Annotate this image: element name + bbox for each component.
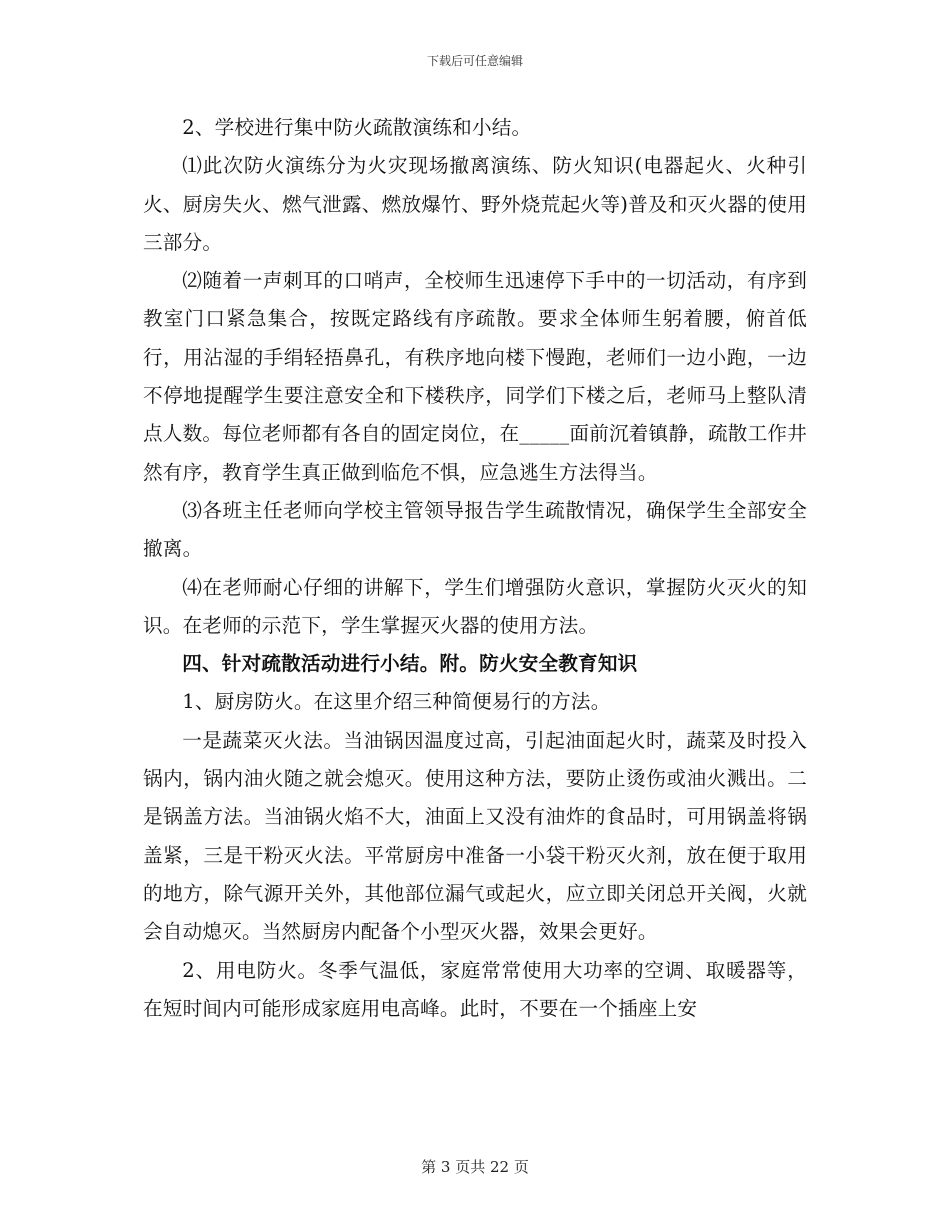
page-header: 下载后可任意编辑 [426,54,523,68]
paragraph-evacuation: ⑵随着一声刺耳的口哨声，全校师生迅速停下手中的一切活动，有序到教室门口紧急集合，按既定路线有序疏散。要求全体师生躬着腰，俯首低行，用沾湿的手绢轻捂鼻孔，有秩序地向楼下慢跑，老师们一边小跑，一边不停地提醒学生要注意安全和下楼秩序，同学们下楼之后，老师马上整队清点人数。每位老师都有各自的固定岗位，在_____面前沉着镇静，疏散工作井然有序，教育学生真正做到临危不惧，应急逃生方法得当。 [143,269,807,484]
paragraph-kitchen-methods: 一是蔬菜灭火法。当油锅因温度过高，引起油面起火时，蔬菜及时投入锅内，锅内油火随之就会熄灭。使用这种方法，要防止烫伤或油火溅出。二是锅盖方法。当油锅火焰不大，油面上又没有油炸的食品时，可用锅盖将锅盖紧，三是干粉灭火法。平常厨房中准备一小袋干粉灭火剂，放在便于取用的地方，除气源开关外，其他部位漏气或起火，应立即关闭总开关阀，火就会自动熄灭。当然厨房内配备个小型灭火器，效果会更好。 [143,728,807,944]
page-number: 第 3 页共 22 页 [421,1158,529,1176]
section-heading: 四、针对疏散活动进行小结。附。防火安全教育知识 [182,652,638,676]
paragraph-report: ⑶各班主任老师向学校主管领导报告学生疏散情况，确保学生全部安全撤离。 [143,498,807,561]
paragraph-drill-parts: ⑴此次防火演练分为火灾现场撤离演练、防火知识(电器起火、火种引火、厨房失火、燃气泄露、燃放爆竹、野外烧荒起火等)普及和灭火器的使用三部分。 [143,154,807,254]
paragraph-extinguisher: ⑷在老师耐心仔细的讲解下，学生们增强防火意识，掌握防火灭火的知识。在老师的示范下，学生掌握灭火器的使用方法。 [143,575,807,637]
document-body [143,109,807,1028]
paragraph-electrical-fire: 2、用电防火。冬季气温低，家庭常常使用大功率的空调、取暖器等，在短时间内可能形成家庭用电高峰。此时，不要在一个插座上安 [143,958,807,1020]
paragraph-kitchen-fire: 1、厨房防火。在这里介绍三种简便易行的方法。 [182,690,611,714]
paragraph-drill-summary: 2、学校进行集中防火疏散演练和小结。 [182,116,532,139]
